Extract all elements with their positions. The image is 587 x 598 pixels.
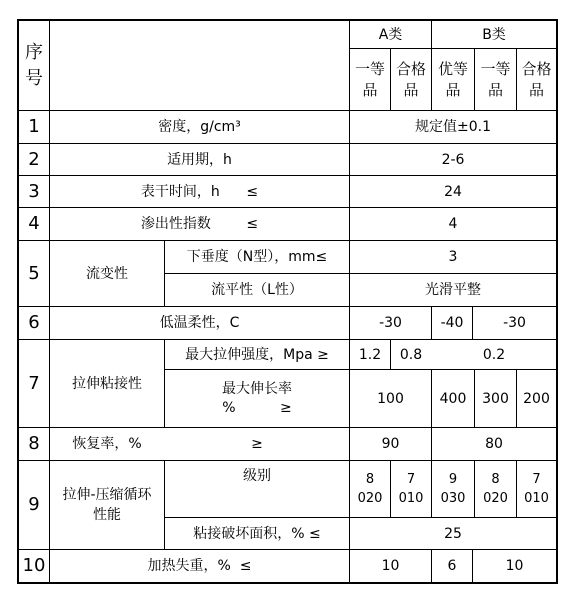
item-label: 拉伸-压缩循环 性能 — [62, 487, 152, 523]
item-label: 流变性 — [86, 265, 128, 282]
grade-header: 优等 品 — [437, 59, 468, 99]
item-value: 80 — [485, 436, 503, 452]
row-number: 3 — [28, 180, 40, 202]
row-number: 5 — [28, 262, 40, 284]
sub-item-value: 8 020 — [357, 472, 383, 506]
item-value: 规定值±0.1 — [415, 119, 491, 135]
item-label: 渗出性指数 ≤ — [140, 216, 259, 232]
row-number: 9 — [28, 494, 40, 515]
item-value: 4 — [448, 216, 458, 232]
item-value: 10 — [381, 558, 400, 574]
sub-item-value: 7 010 — [398, 472, 424, 506]
item-value: 24 — [444, 183, 462, 200]
sub-item-label: 最大拉伸强度，Mpa ≥ — [185, 346, 329, 363]
sub-item-label: 级别 — [243, 468, 271, 484]
sub-item-value: 25 — [444, 525, 462, 542]
grade-header: 合格 品 — [395, 59, 426, 99]
sub-item-label: 流平性（L性） — [211, 282, 303, 298]
table-border-right — [556, 19, 558, 584]
item-label: 低温柔性，C — [159, 315, 240, 331]
item-value: 2-6 — [441, 151, 465, 168]
item-value: 90 — [381, 436, 400, 452]
table-border-bottom — [17, 582, 558, 584]
row-number: 10 — [22, 555, 46, 576]
item-label: 加热失重，% ≤ — [147, 558, 252, 574]
sub-item-label: 下垂度（N型），mm≤ — [186, 249, 328, 265]
item-value: -30 — [379, 315, 402, 331]
sub-item-value: 200 — [523, 390, 550, 407]
sub-item-label: 最大伸长率 % ≥ — [222, 380, 292, 416]
row-number: 7 — [28, 372, 40, 394]
item-condition: ≥ — [251, 436, 263, 452]
row-number: 6 — [28, 312, 40, 333]
item-label: 拉伸粘接性 — [72, 375, 142, 392]
item-value: 10 — [505, 558, 524, 574]
seq-header: 序 号 — [25, 41, 43, 89]
item-label: 恢复率，% — [72, 436, 142, 452]
class-b-header: B类 — [482, 26, 506, 43]
sub-item-value: 1.2 — [358, 346, 382, 363]
sub-item-value: 8 020 — [483, 472, 508, 506]
grade-header: 一等 品 — [354, 59, 385, 99]
item-label: 适用期，h — [167, 151, 232, 168]
grade-header: 合格 品 — [521, 59, 552, 99]
sub-item-value: 3 — [448, 249, 458, 265]
grade-header: 一等 品 — [480, 59, 511, 99]
sub-item-value: 400 — [439, 390, 467, 407]
item-value: 6 — [447, 558, 457, 574]
sub-item-label: 粘接破坏面积，% ≤ — [193, 525, 321, 542]
row-number: 2 — [28, 148, 40, 170]
row-number: 1 — [28, 116, 40, 137]
row-number: 8 — [28, 433, 40, 454]
sub-item-value: 300 — [482, 390, 509, 407]
item-value: -40 — [440, 315, 464, 331]
item-value: -30 — [503, 315, 526, 331]
sub-item-value: 9 030 — [440, 472, 466, 506]
sub-item-value: 0.2 — [482, 346, 506, 363]
row-number: 4 — [28, 213, 40, 234]
sub-item-value: 0.8 — [399, 346, 423, 363]
item-label: 表干时间，h ≤ — [140, 183, 259, 200]
sub-item-value: 光滑平整 — [425, 282, 481, 298]
sub-item-value: 100 — [377, 390, 404, 407]
sub-item-value: 7 010 — [524, 472, 549, 506]
class-a-header: A类 — [378, 26, 403, 43]
item-label: 密度，g/cm³ — [158, 119, 241, 135]
